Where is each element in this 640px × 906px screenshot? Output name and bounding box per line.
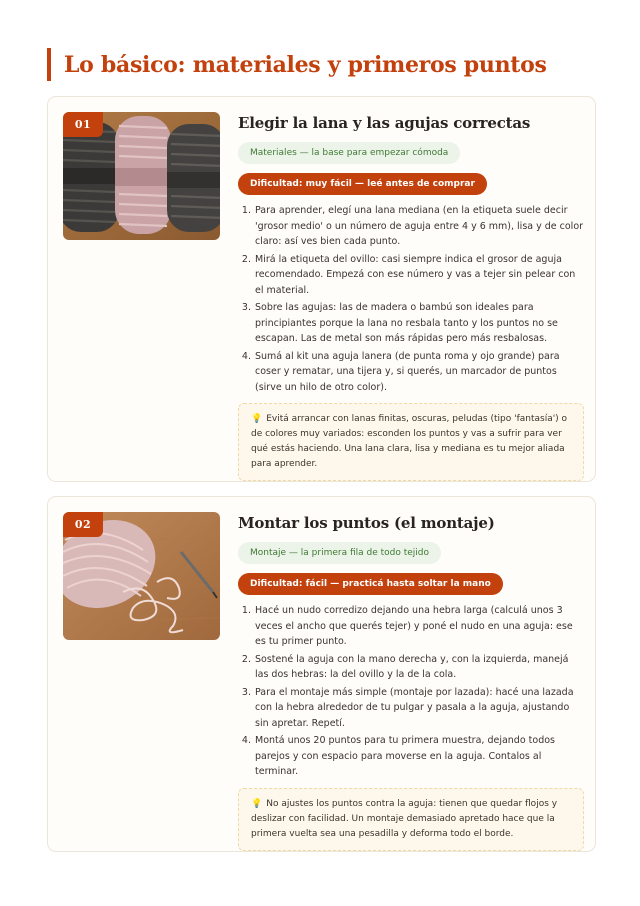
step-number-badge: 02: [63, 512, 103, 537]
list-item: 3. Sobre las agujas: las de madera o bambú son ideales para principiantes porque la lana no resbala tanto y los puntos no se escapan. Las de metal son más rápidas pero más resbalosas.: [254, 300, 584, 347]
tip-text: Evitá arrancar con lanas finitas, oscuras, peludas (tipo 'fantasía') o de colores muy variados: esconden los puntos y vas a sufrir para ver qué estás haciendo. Una lana clara, lisa y mediana es tu mejor aliada para aprender.: [251, 414, 568, 469]
steps-list: [238, 203, 584, 395]
lesson-card-1: [47, 96, 596, 482]
tip-box: [238, 788, 584, 851]
lightbulb-icon: 💡: [251, 414, 263, 424]
card-title: Elegir la lana y las agujas correctas: [238, 114, 531, 132]
tip-box: [238, 403, 584, 481]
list-item: 2. Mirá la etiqueta del ovillo: casi siempre indica el grosor de aguja recomendado. Empezá con ese número y vas a tejer sin pelear con el material.: [254, 252, 584, 299]
list-item: 4. Montá unos 20 puntos para tu primera muestra, dejando todos parejos y con espacio para moverse en la aguja. Contalos al terminar.: [254, 733, 584, 780]
lightbulb-icon: 💡: [251, 798, 263, 809]
section-title: Lo básico: materiales y primeros puntos: [47, 48, 547, 81]
tag-group: [238, 542, 584, 603]
lesson-card-2: [47, 496, 596, 852]
category-tag: Montaje — la primera fila de todo tejido: [238, 542, 441, 564]
list-item: 3. Para el montaje más simple (montaje por lazada): hacé una lazada con la hebra alrededor de tu pulgar y pasala a la aguja, ajustando sin apretar. Repetí.: [254, 685, 584, 732]
list-item: 2. Sostené la aguja con la mano derecha y, con la izquierda, manejá las dos hebras: la del ovillo y la de la cola.: [254, 652, 584, 683]
card-content: [238, 111, 584, 481]
step-number-badge: 01: [63, 112, 103, 137]
steps-list: [238, 603, 584, 780]
difficulty-badge: Dificultad: fácil — practicá hasta soltar la mano: [238, 573, 503, 595]
list-item: 1. Para aprender, elegí una lana mediana (en la etiqueta suele decir 'grosor medio' o un número de aguja entre 4 y 6 mm), lisa y de color claro: así ves bien cada punto.: [254, 203, 584, 250]
tag-group: [238, 142, 584, 203]
card-title: Montar los puntos (el montaje): [238, 514, 495, 532]
category-tag: Materiales — la base para empezar cómoda: [238, 142, 460, 164]
pink-yarn-ball-photo: [63, 512, 220, 640]
list-item: 4. Sumá al kit una aguja lanera (de punta roma y ojo grande) para coser y rematar, una tijera y, si querés, un marcador de puntos (sirve un hilo de otro color).: [254, 349, 584, 396]
yarn-skeins-photo: [63, 112, 220, 240]
tip-text: No ajustes los puntos contra la aguja: tienen que quedar flojos y deslizar con facilidad. Un montaje demasiado apretado hace que la primera vuelta sea una pesadilla y deforma todo el borde.: [251, 798, 558, 839]
difficulty-badge: Dificultad: muy fácil — leé antes de comprar: [238, 173, 487, 195]
card-content: [238, 511, 584, 851]
list-item: 1. Hacé un nudo corredizo dejando una hebra larga (calculá unos 3 veces el ancho que querés tejer) y poné el nudo en una aguja: ese es tu primer punto.: [254, 603, 584, 650]
